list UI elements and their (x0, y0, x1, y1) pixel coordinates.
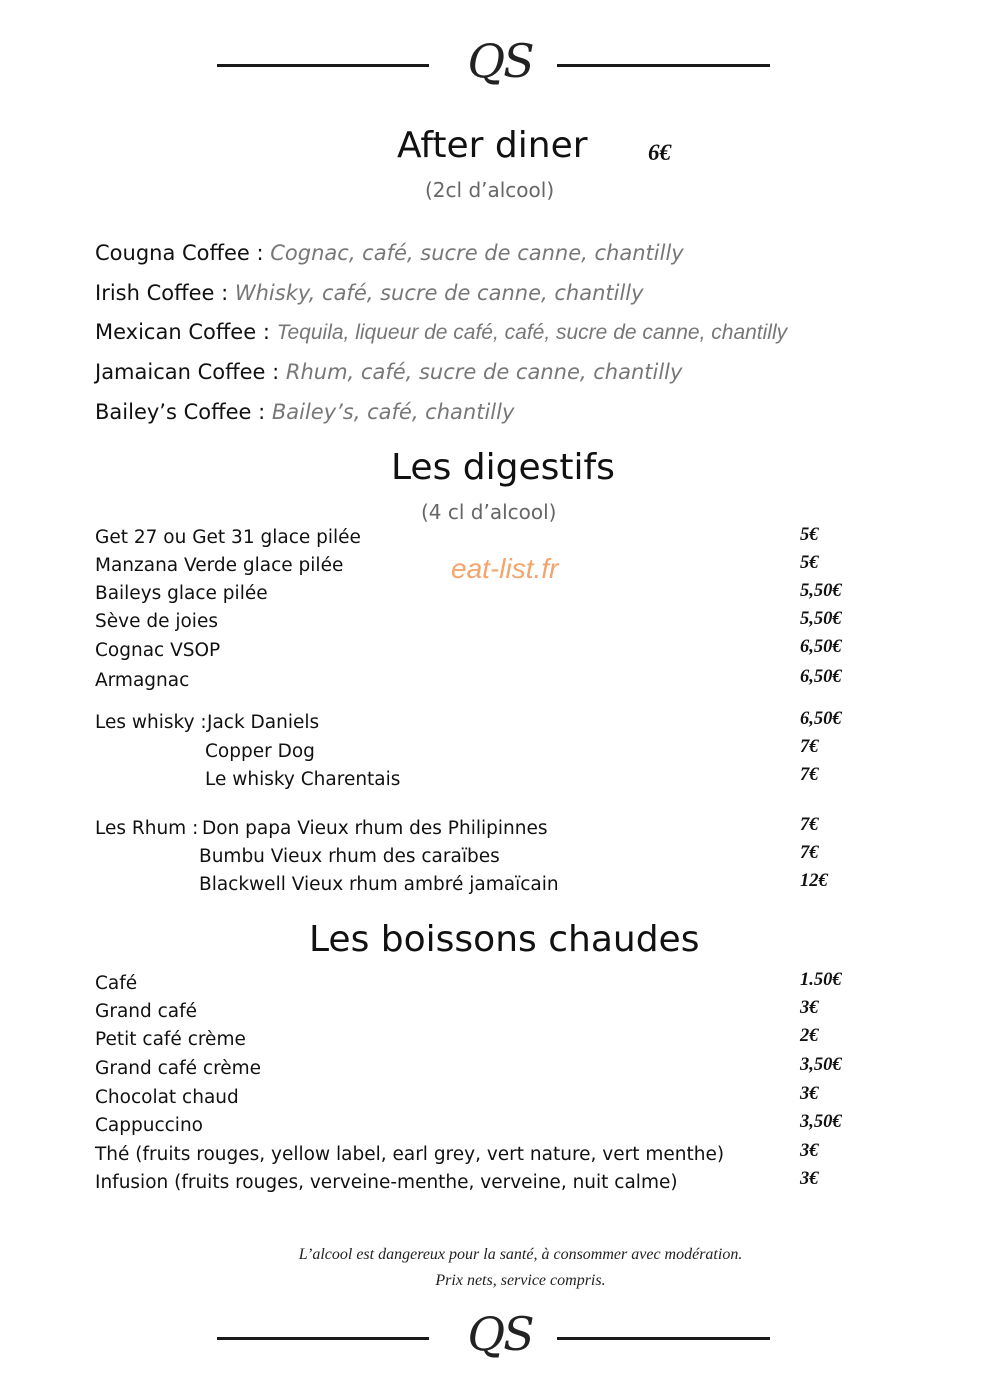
list-item (95, 360, 682, 384)
footer-note: Prix nets, service compris. (435, 1272, 606, 1289)
item-desc: Tequila, liqueur de café, café, sucre de canne, chantilly (276, 321, 788, 344)
digestif-price: 5,50€ (800, 609, 842, 629)
boisson-name: Chocolat chaud (95, 1087, 239, 1108)
top-rule-left (217, 64, 429, 67)
item-name: Bailey’s Coffee : (95, 400, 266, 424)
digestif-name: Armagnac (95, 670, 190, 691)
item-desc: Rhum, café, sucre de canne, chantilly (285, 360, 683, 384)
bottom-rule-right (557, 1337, 770, 1340)
rhum-price: 12€ (800, 871, 828, 891)
whisky-name: Copper Dog (205, 741, 315, 762)
list-item (95, 241, 684, 265)
boisson-price: 3€ (800, 1084, 819, 1104)
whisky-label: Les whisky : (95, 712, 207, 733)
boisson-name: Thé (fruits rouges, yellow label, earl grey, vert nature, vert menthe) (95, 1144, 725, 1165)
boisson-name: Cappuccino (95, 1115, 203, 1136)
rhum-price: 7€ (800, 815, 819, 835)
rhum-name: Bumbu Vieux rhum des caraïbes (199, 846, 500, 867)
rhum-name: Don papa Vieux rhum des Philipinnes (202, 818, 548, 839)
after-diner-title: After diner (397, 125, 588, 166)
after-diner-subtitle: (2cl d’alcool) (425, 178, 555, 202)
item-name: Cougna Coffee : (95, 241, 264, 265)
digestif-price: 6,50€ (800, 637, 842, 657)
digestif-name: Cognac VSOP (95, 640, 221, 661)
boisson-price: 3€ (800, 1141, 819, 1161)
after-diner-price: 6€ (648, 140, 671, 165)
digestif-name: Baileys glace pilée (95, 583, 268, 604)
boisson-name: Petit café crème (95, 1029, 246, 1050)
boisson-price: 3,50€ (800, 1055, 842, 1075)
whisky-name: Jack Daniels (207, 712, 320, 733)
digestif-price: 5€ (800, 553, 819, 573)
boisson-price: 3,50€ (800, 1112, 842, 1132)
item-desc: Cognac, café, sucre de canne, chantilly (270, 241, 684, 265)
bottom-rule-left (217, 1337, 429, 1340)
top-rule-right (557, 64, 770, 67)
boisson-name: Grand café (95, 1001, 198, 1022)
digestif-price: 5€ (800, 525, 819, 545)
boisson-price: 1.50€ (800, 970, 842, 990)
whisky-price: 7€ (800, 737, 819, 757)
digestif-name: Manzana Verde glace pilée (95, 555, 344, 576)
digestif-name: Sève de joies (95, 611, 218, 632)
item-desc: Bailey’s, café, chantilly (271, 400, 515, 424)
digestifs-title: Les digestifs (391, 447, 615, 488)
digestifs-subtitle: (4 cl d’alcool) (421, 500, 557, 524)
boisson-price: 2€ (800, 1026, 819, 1046)
item-name: Mexican Coffee : (95, 320, 270, 344)
boisson-name: Infusion (fruits rouges, verveine-menthe, verveine, nuit calme) (95, 1172, 678, 1193)
digestif-name: Get 27 ou Get 31 glace pilée (95, 527, 361, 548)
top-logo: QS (467, 34, 533, 88)
boisson-name: Grand café crème (95, 1058, 262, 1079)
digestif-price: 6,50€ (800, 667, 842, 687)
item-desc: Whisky, café, sucre de canne, chantilly (234, 281, 644, 305)
whisky-price: 6,50€ (800, 709, 842, 729)
whisky-name: Le whisky Charentais (205, 769, 401, 790)
boisson-price: 3€ (800, 998, 819, 1018)
list-item (95, 281, 644, 305)
boissons-title: Les boissons chaudes (309, 919, 700, 960)
digestif-price: 5,50€ (800, 581, 842, 601)
list-item (95, 320, 787, 345)
rhum-name: Blackwell Vieux rhum ambré jamaïcain (199, 874, 559, 895)
bottom-logo: QS (467, 1307, 533, 1361)
item-name: Jamaican Coffee : (95, 360, 280, 384)
list-item (95, 400, 514, 424)
whisky-price: 7€ (800, 765, 819, 785)
rhum-label: Les Rhum : (95, 818, 199, 839)
watermark: eat-list.fr (451, 553, 559, 584)
boisson-price: 3€ (800, 1169, 819, 1189)
rhum-price: 7€ (800, 843, 819, 863)
item-name: Irish Coffee : (95, 281, 229, 305)
footer-warning: L’alcool est dangereux pour la santé, à consommer avec modération. (298, 1246, 743, 1263)
boisson-name: Café (95, 973, 138, 994)
